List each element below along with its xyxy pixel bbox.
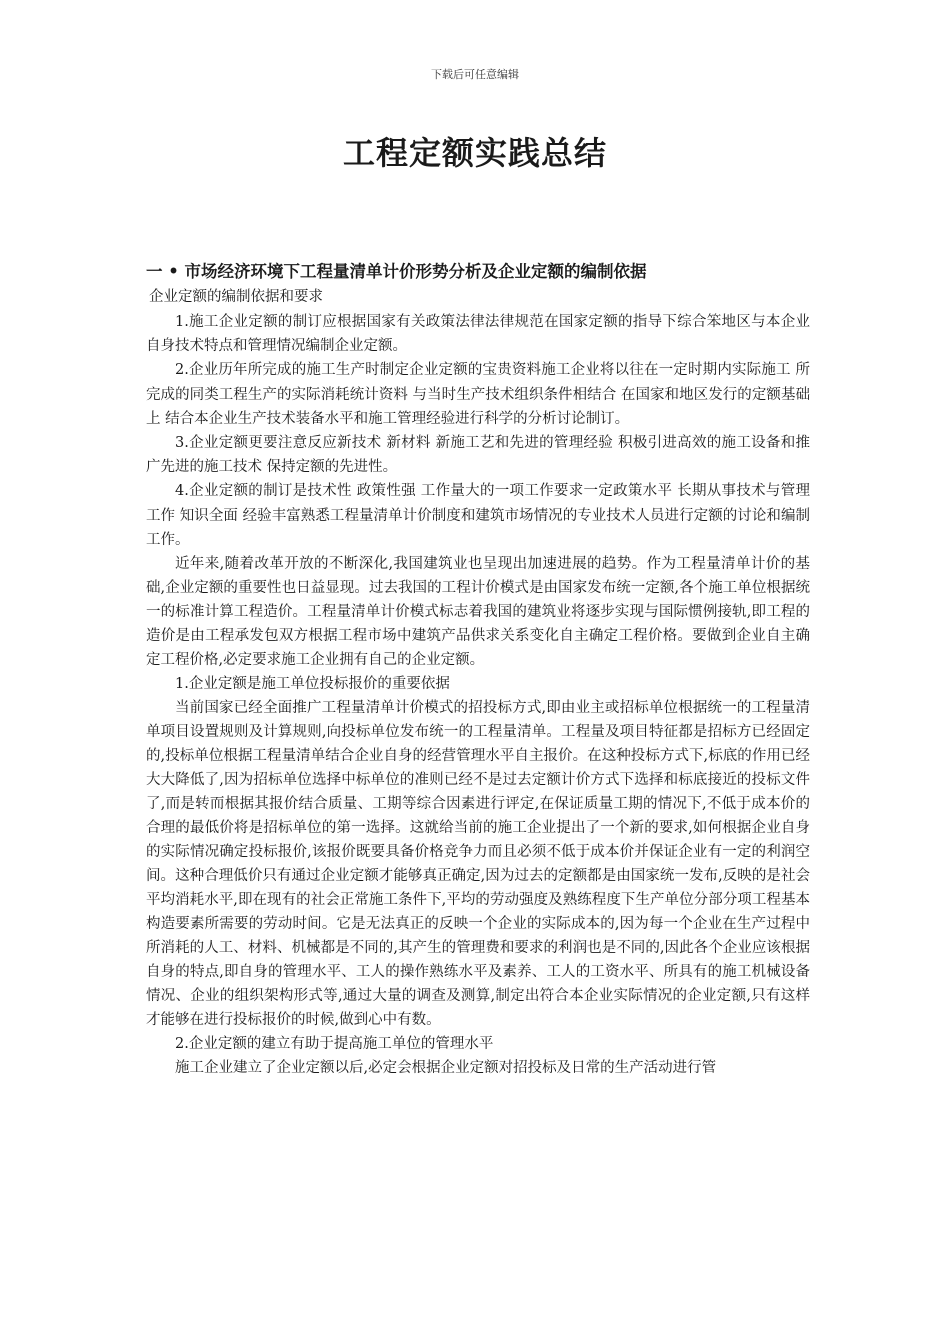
- paragraph-5: 近年来,随着改革开放的不断深化,我国建筑业也呈现出加速进展的趋势。作为工程量清单计价的基础,企业定额的重要性也日益显现。过去我国的工程计价模式是由国家发布统一定额,各个施工单位根据统一的标准计算工程造价。工程量清单计价模式标志着我国的建筑业将逐步实现与国际惯例接轨,即工程的造价是由工程承发包双方根据工程市场中建筑产品供求关系变化自主确定工程价格。要做到企业自主确定工程价格,必定要求施工企业拥有自己的企业定额。: [146, 556, 810, 669]
- section-heading: 一 • 市场经济环境下工程量清单计价形势分析及企业定额的编制依据: [146, 262, 647, 281]
- paragraph-1: 1.施工企业定额的制订应根据国家有关政策法律法律规范在国家定额的指导下综合笨地区与本企业自身技术特点和管理情况编制企业定额。: [146, 314, 810, 355]
- document-body: [146, 258, 810, 1080]
- paragraph-3: 3.企业定额更要注意反应新技术 新材料 新施工艺和先进的管理经验 积极引进高效的施工设备和推广先进的施工技术 保持定额的先进性。: [146, 435, 810, 476]
- paragraph-2: 2.企业历年所完成的施工生产时制定企业定额的宝贵资料施工企业将以往在一定时期内实际施工 所完成的同类工程生产的实际消耗统计资料 与当时生产技术组织条件相结合 在国家和地区发行的定额基础上 结合本企业生产技术装备水平和施工管理经验进行科学的分析讨论制订。: [146, 362, 810, 427]
- document-title: 工程定额实践总结: [342, 134, 607, 172]
- paragraph-6: 1.企业定额是施工单位投标报价的重要依据: [175, 676, 450, 693]
- header-note: 下载后可任意编辑: [431, 68, 519, 81]
- paragraph-8: 2.企业定额的建立有助于提高施工单位的管理水平: [175, 1036, 494, 1053]
- paragraph-9: 施工企业建立了企业定额以后,必定会根据企业定额对招投标及日常的生产活动进行管: [175, 1060, 717, 1077]
- paragraph-7: 当前国家已经全面推广工程量清单计价模式的招投标方式,即由业主或招标单位根据统一的工程量清单项目设置规则及计算规则,向投标单位发布统一的工程量清单。工程量及项目特征都是招标方已经固定的,投标单位根据工程量清单结合企业自身的经营管理水平自主报价。在这种投标方式下,标底的作用已经大大降低了,因为招标单位选择中标单位的准则已经不是过去定额计价方式下选择和标底接近的投标文件了,而是转而根据其报价结合质量、工期等综合因素进行评定,在保证质量工期的情况下,不低于成本价的合理的最低价将是招标单位的第一选择。这就给当前的施工企业提出了一个新的要求,如何根据企业自身的实际情况确定投标报价,该报价既要具备价格竞争力而且必须不低于成本价并保证企业有一定的利润空间。这种合理低价只有通过企业定额才能够真正确定,因为过去的定额都是由国家统一发布,反映的是社会平均消耗水平,即在现有的社会正常施工条件下,平均的劳动强度及熟练程度下生产单位分部分项工程基本构造要素所需要的劳动时间。它是无法真正的反映一个企业的实际成本的,因为每一个企业在生产过程中所消耗的人工、材料、机械都是不同的,其产生的管理费和要求的利润也是不同的,因此各个企业应该根据自身的特点,即自身的管理水平、工人的操作熟练水平及素养、工人的工资水平、所具有的施工机械设备情况、企业的组织架构形式等,通过大量的调查及测算,制定出符合本企业实际情况的企业定额,只有这样才能够在进行投标报价的时候,做到心中有数。: [146, 700, 810, 1029]
- section-subheading: 企业定额的编制依据和要求: [149, 289, 323, 305]
- paragraph-4: 4.企业定额的制订是技术性 政策性强 工作量大的一项工作要求一定政策水平 长期从事技术与管理工作 知识全面 经验丰富熟悉工程量清单计价制度和建筑市场情况的专业技术人员进行定额的讨论和编制工作。: [146, 483, 810, 548]
